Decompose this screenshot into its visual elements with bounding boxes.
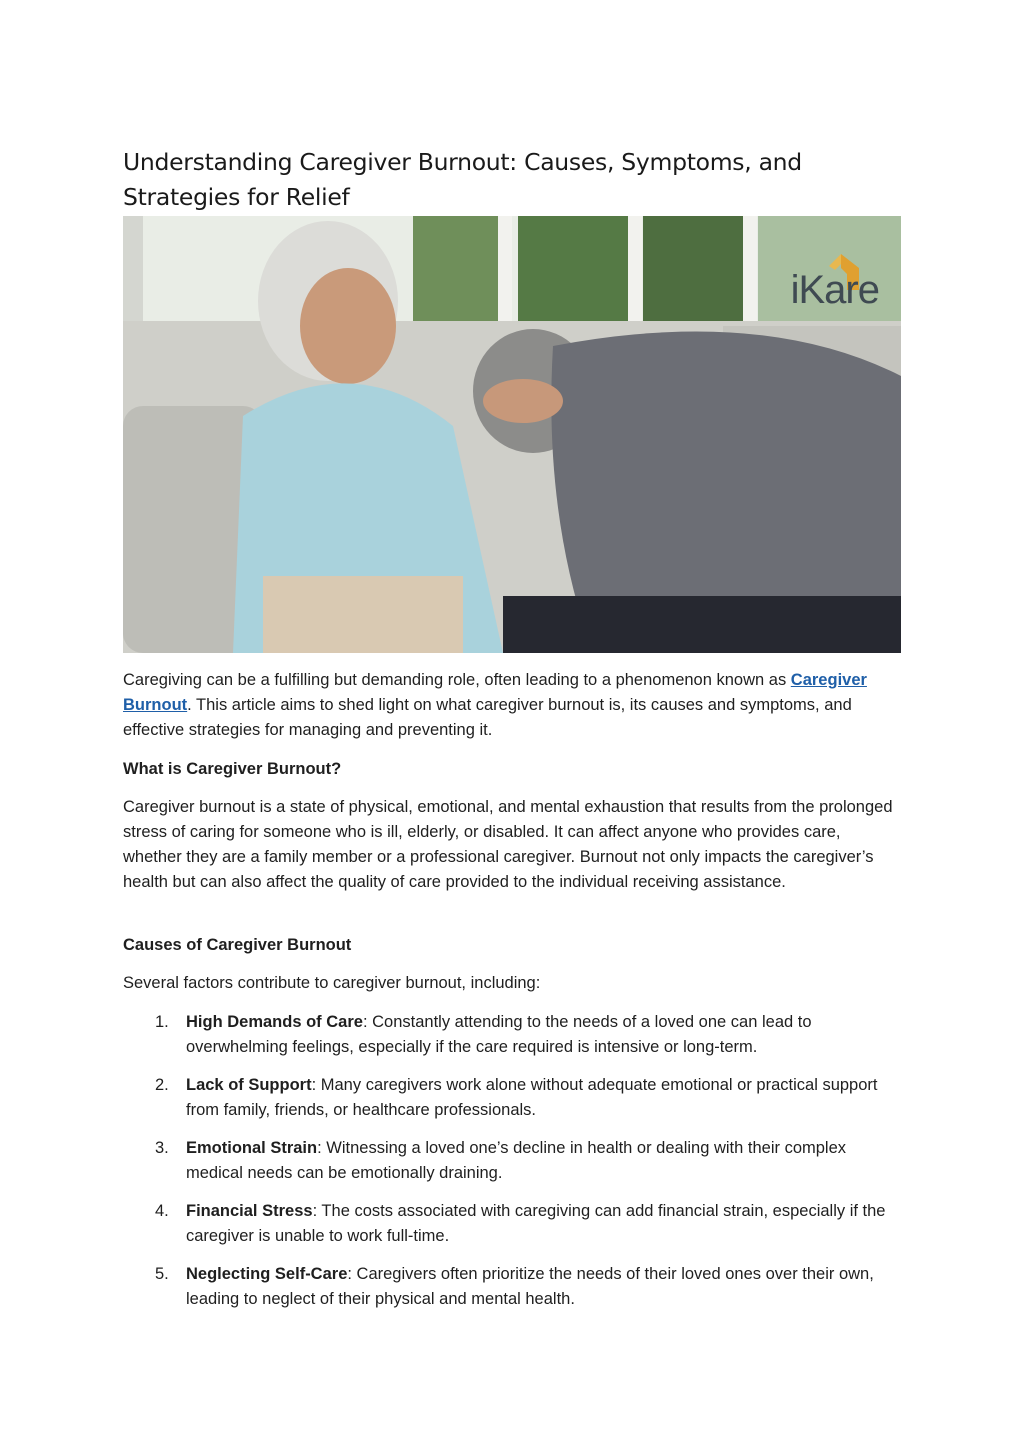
intro-text-start: Caregiving can be a fulfilling but demanding role, often leading to a phenomenon known as — [123, 671, 791, 689]
causes-list — [123, 1010, 901, 1325]
list-text: : Many caregivers work alone without adequate emotional or practical support from family, friends, or healthcare professionals. — [186, 1076, 878, 1119]
hero-image — [123, 216, 901, 653]
intro-text-end: . This article aims to shed light on what caregiver burnout is, its causes and symptoms, and effective strategies for managing and preventing it. — [123, 696, 852, 739]
list-term: Neglecting Self-Care — [186, 1265, 348, 1283]
ikare-logo-text: iKare — [790, 268, 879, 312]
causes-intro: Several factors contribute to caregiver burnout, including: — [123, 974, 541, 992]
list-item — [123, 1073, 901, 1123]
section-heading-what-is: What is Caregiver Burnout? — [123, 760, 342, 778]
list-number: 1. — [155, 1013, 169, 1031]
list-text: : Constantly attending to the needs of a loved one can lead to overwhelming feelings, especially if the care required is intensive or long-term. — [186, 1013, 812, 1056]
section-heading-causes: Causes of Caregiver Burnout — [123, 936, 352, 954]
caregiver-burnout-link[interactable]: Caregiver Burnout — [123, 671, 867, 714]
list-term: Lack of Support — [186, 1076, 312, 1094]
list-text: : The costs associated with caregiving can add financial strain, especially if the caregiver is unable to work full-time. — [186, 1202, 886, 1245]
list-number: 4. — [155, 1202, 169, 1220]
list-item — [123, 1262, 901, 1312]
list-number: 3. — [155, 1139, 169, 1157]
article-title: Understanding Caregiver Burnout: Causes, Symptoms, and Strategies for Relief — [123, 148, 802, 211]
list-term: High Demands of Care — [186, 1013, 363, 1031]
list-number: 5. — [155, 1265, 169, 1283]
list-term: Financial Stress — [186, 1202, 313, 1220]
what-is-paragraph: Caregiver burnout is a state of physical, emotional, and mental exhaustion that results from the prolonged stress of caring for someone who is ill, elderly, or disabled. It can affect anyone who provides care, whether they are a family member or a professional caregiver. Burnout not only impacts the caregiver’s health but can also affect the quality of care provided to the individual receiving assistance. — [123, 798, 893, 891]
list-text: : Caregivers often prioritize the needs of their loved ones over their own, leading to neglect of their physical and mental health. — [186, 1265, 874, 1308]
intro-paragraph — [123, 668, 901, 743]
list-item — [123, 1010, 901, 1060]
list-text: : Witnessing a loved one’s decline in health or dealing with their complex medical needs can be emotionally draining. — [186, 1139, 847, 1182]
list-number: 2. — [155, 1076, 169, 1094]
list-term: Emotional Strain — [186, 1139, 318, 1157]
list-item — [123, 1199, 901, 1249]
list-item — [123, 1136, 901, 1186]
